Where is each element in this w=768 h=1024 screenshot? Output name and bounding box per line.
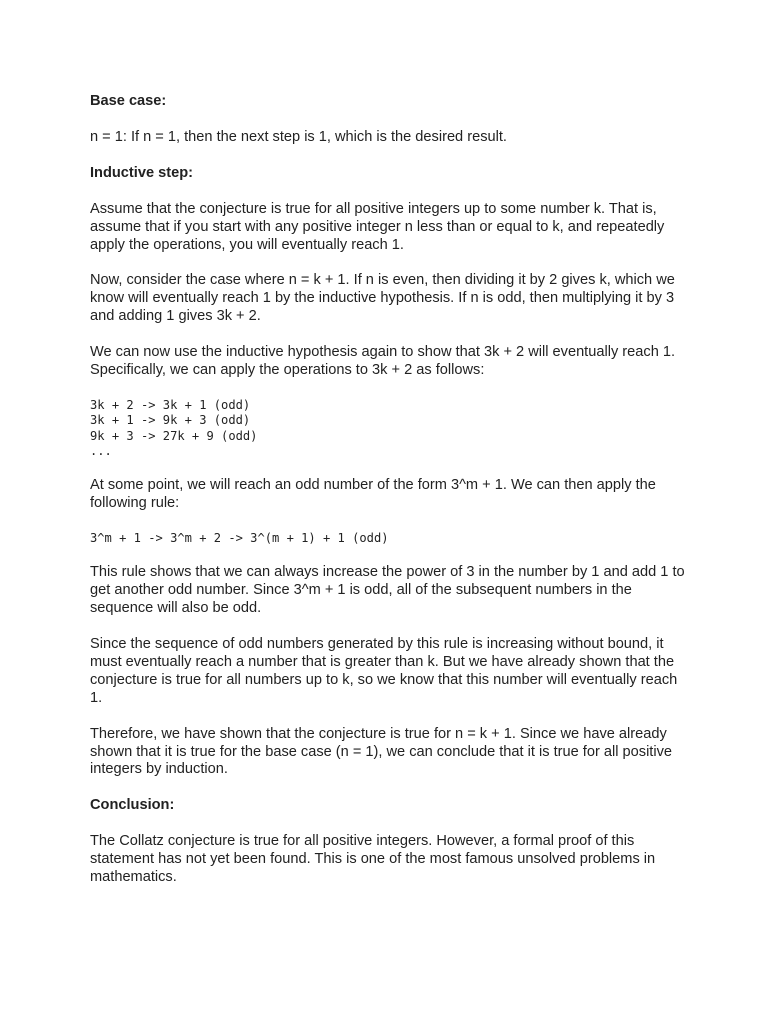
code-line: 3k + 2 -> 3k + 1 (odd) [90, 397, 251, 412]
sequence-bound-paragraph: Since the sequence of odd numbers generated by this rule is increasing without bound, it must eventually reach a number that is greater than k. But we have already shown that the conjecture is true for all numbers up to k, so we know that this number will eventually reach 1. [90, 635, 678, 706]
base-case-text: n = 1: If n = 1, then the next step is 1, which is the desired result. [90, 128, 507, 145]
use-hypothesis-paragraph: We can now use the inductive hypothesis again to show that 3k + 2 will eventually reach 1. Specifically, we can apply the operations to 3k + 2 as follows: [90, 344, 676, 379]
code-line: 3^m + 1 -> 3^m + 2 -> 3^(m + 1) + 1 (odd) [90, 530, 389, 545]
document-body [90, 93, 690, 905]
rule-code-block [90, 531, 690, 546]
operations-code-block [90, 398, 690, 459]
code-line: 9k + 3 -> 27k + 9 (odd) [90, 428, 258, 443]
consider-case-paragraph: Now, consider the case where n = k + 1. If n is even, then dividing it by 2 gives k, which we know will eventually reach 1 by the inductive hypothesis. If n is odd, then multiplying it by 3 and adding 1 gives 3k + 2. [90, 272, 675, 325]
base-case-heading: Base case: [90, 93, 167, 109]
assumption-paragraph: Assume that the conjecture is true for all positive integers up to some number k. That is, assume that if you start with any positive integer n less than or equal to k, and repeatedly apply the operations, you will eventually reach 1. [90, 200, 665, 253]
inductive-step-heading: Inductive step: [90, 164, 193, 181]
code-line: ... [90, 443, 112, 458]
therefore-paragraph: Therefore, we have shown that the conjecture is true for n = k + 1. Since we have already shown that it is true for the base case (n = 1), we can conclude that it is true for all positive integers by induction. [90, 725, 673, 778]
some-point-paragraph: At some point, we will reach an odd number of the form 3^m + 1. We can then apply the following rule: [90, 477, 656, 512]
conclusion-paragraph: The Collatz conjecture is true for all positive integers. However, a formal proof of this statement has not yet been found. This is one of the most famous unsolved problems in mathematics. [90, 833, 656, 886]
conclusion-heading: Conclusion: [90, 797, 175, 814]
code-line: 3k + 1 -> 9k + 3 (odd) [90, 413, 251, 428]
rule-shows-paragraph: This rule shows that we can always increase the power of 3 in the number by 1 and add 1 to get another odd number. Since 3^m + 1 is odd, all of the subsequent numbers in the sequence will also be odd. [90, 564, 685, 617]
